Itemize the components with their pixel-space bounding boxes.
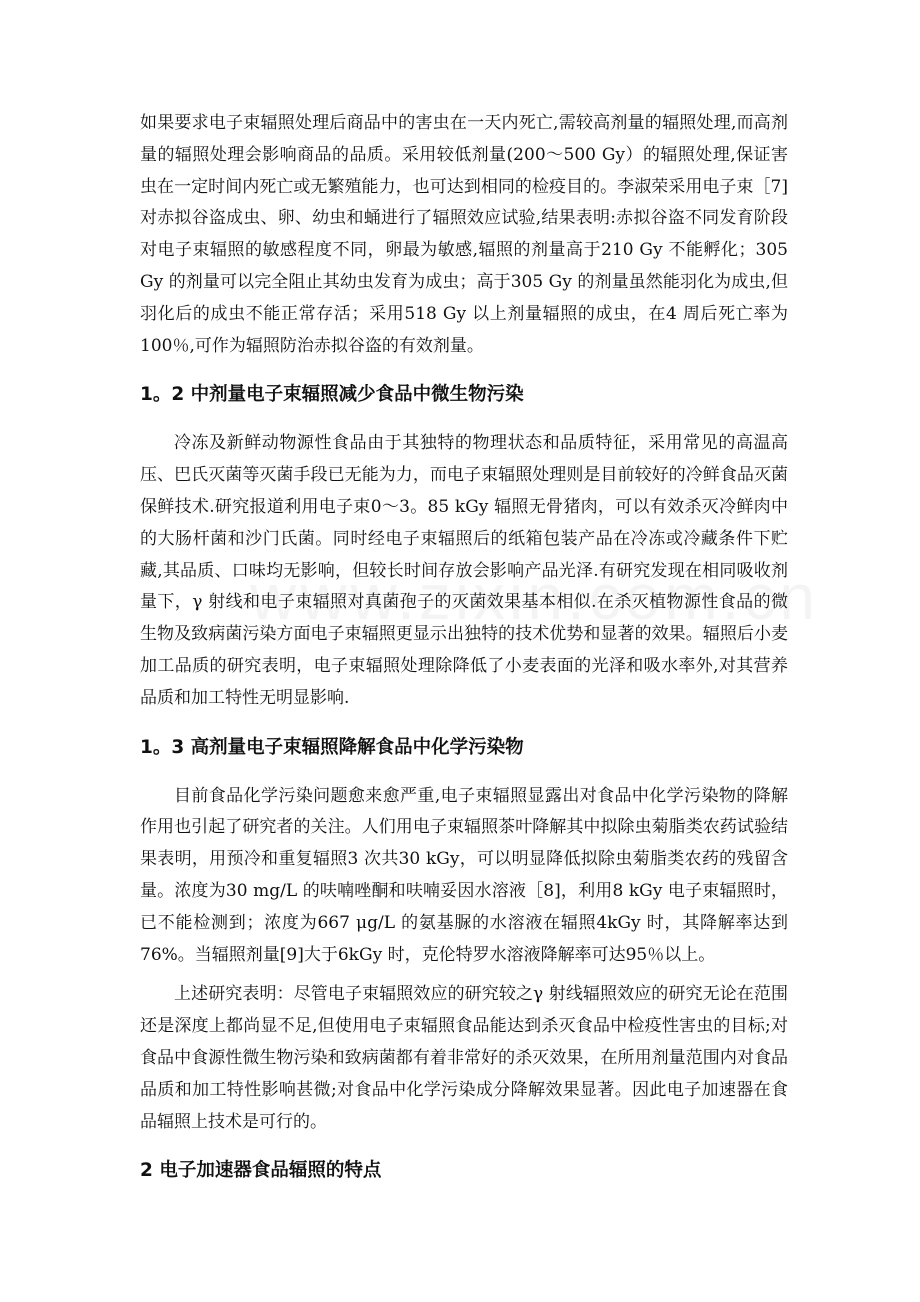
paragraph-summary: 上述研究表明：尽管电子束辐照效应的研究较之γ 射线辐照效应的研究无论在范围还是深度上都尚显不足,但使用电子束辐照食品能达到杀灭食品中检疫性害虫的目标;对食品中食源性微生物污染和致病菌都有着非常好的杀灭效果，在所用剂量范围内对食品品质和加工特性影响甚微;对食品中化学污染成分降解效果显著。因此电子加速器在食品辐照上技术是可行的。	[140, 984, 788, 1132]
section-heading-1-2: 1。2 中剂量电子束辐照减少食品中微生物污染	[140, 384, 524, 406]
section-heading-1-3: 1。3 高剂量电子束辐照降解食品中化学污染物	[140, 736, 524, 758]
paragraph-chemical-degradation: 目前食品化学污染问题愈来愈严重,电子束辐照显露出对食品中化学污染物的降解作用也引起了研究者的关注。人们用电子束辐照茶叶降解其中拟除虫菊脂类农药试验结果表明，用预冷和重复辐照3 次共30 kGy，可以明显降低拟除虫菊脂类农药的残留含量。浓度为30 mg/L 的呋喃唑酮和呋喃妥因水溶液［8]，利用8 kGy 电子束辐照时，已不能检测到；浓度为667 μg/L 的氨基脲的水溶液在辐照4kGy 时，其降解率达到76%。当辐照剂量[9]大于6kGy 时，克伦特罗水溶液降解率可达95％以上。	[140, 785, 788, 965]
paragraph-microbial-contamination: 冷冻及新鲜动物源性食品由于其独特的物理状态和品质特征，采用常见的高温高压、巴氏灭菌等灭菌手段已无能为力，而电子束辐照处理则是目前较好的冷鲜食品灭菌保鲜技术.研究报道利用电子束0～3。85 kGy 辐照无骨猪肉，可以有效杀灭冷鲜肉中的大肠杆菌和沙门氏菌。同时经电子束辐照后的纸箱包装产品在冷冻或冷藏条件下贮藏,其品质、口味均无影响，但较长时间存放会影响产品光泽.有研究发现在相同吸收剂量下，γ 射线和电子束辐照对真菌孢子的灭菌效果基本相似.在杀灭植物源性食品的微生物及致病菌污染方面电子束辐照更显示出独特的技术优势和显著的效果。辐照后小麦加工品质的研究表明，电子束辐照处理除降低了小麦表面的光泽和吸水率外,对其营养品质和加工特性无明显影响.	[140, 433, 788, 708]
paragraph-pest-irradiation: 如果要求电子束辐照处理后商品中的害虫在一天内死亡,需较高剂量的辐照处理,而高剂量的辐照处理会影响商品的品质。采用较低剂量(200～500 Gy）的辐照处理,保证害虫在一定时间内死亡或无繁殖能力，也可达到相同的检疫目的。李淑荣采用电子束［7]对赤拟谷盗成虫、卵、幼虫和蛹进行了辐照效应试验,结果表明:赤拟谷盗不同发育阶段对电子束辐照的敏感程度不同，卵最为敏感,辐照的剂量高于210 Gy 不能孵化；305 Gy 的剂量可以完全阻止其幼虫发育为成虫；高于305 Gy 的剂量虽然能羽化为成虫,但羽化后的成虫不能正常存活；采用518 Gy 以上剂量辐照的成虫，在4 周后死亡率为100％,可作为辐照防治赤拟谷盗的有效剂量。	[140, 113, 788, 356]
section-heading-2: 2 电子加速器食品辐照的特点	[140, 1160, 382, 1182]
watermark	[250, 560, 819, 634]
